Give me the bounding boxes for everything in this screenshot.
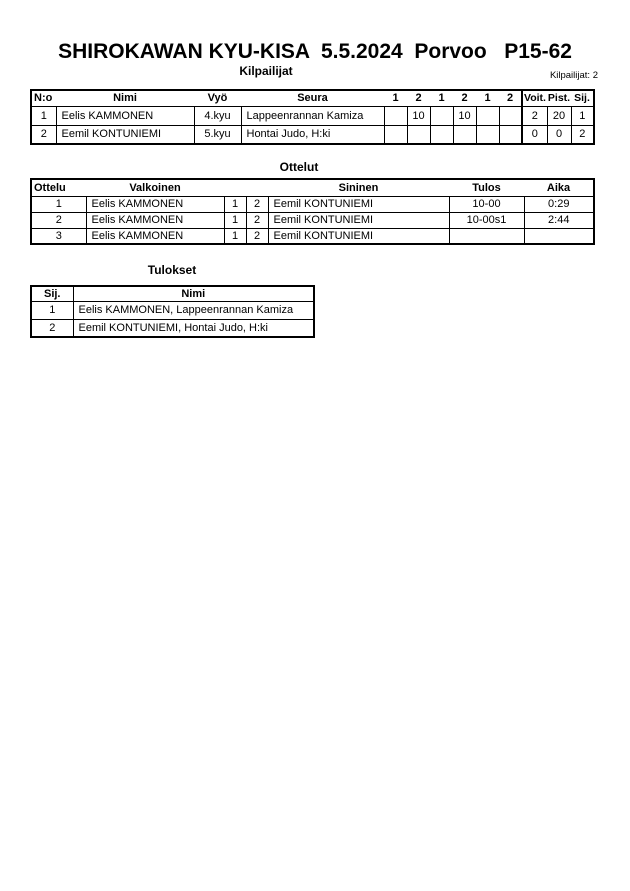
cell-pist: 0 (547, 125, 571, 144)
col-header-nimi: Nimi (56, 90, 194, 106)
col-header-score-3: 1 (430, 90, 453, 106)
cell-sij: 2 (31, 319, 73, 337)
col-header-white-num (224, 179, 246, 196)
cell-tulos: 10-00s1 (449, 212, 524, 228)
page-title: SHIROKAWAN KYU-KISA 5.5.2024 Porvoo P15-62 (58, 40, 572, 63)
cell-valkoinen: Eelis KAMMONEN (86, 196, 224, 212)
cell-score-2 (407, 125, 430, 144)
cell-sininen: Eemil KONTUNIEMI (268, 196, 449, 212)
cell-sininen: Eemil KONTUNIEMI (268, 228, 449, 244)
col-header-aika: Aika (524, 179, 594, 196)
cell-white-num: 1 (224, 212, 246, 228)
col-header-nimi: Nimi (73, 286, 314, 301)
cell-white-num: 1 (224, 228, 246, 244)
cell-match-no: 3 (31, 228, 86, 244)
cell-score-3 (430, 125, 453, 144)
kilpailijat-table (30, 89, 595, 145)
cell-seura: Lappeenrannan Kamiza (241, 106, 384, 125)
cell-white-num: 1 (224, 196, 246, 212)
cell-score-1 (384, 106, 407, 125)
tulokset-heading: Tulokset (147, 263, 197, 277)
col-header-sij: Sij. (571, 90, 594, 106)
col-header-blue-num (246, 179, 268, 196)
cell-sij: 1 (31, 301, 73, 319)
col-header-valkoinen: Valkoinen (86, 179, 224, 196)
cell-aika: 2:44 (524, 212, 594, 228)
col-header-vyo: Vyö (194, 90, 241, 106)
header-row (31, 286, 314, 301)
cell-aika: 0:29 (524, 196, 594, 212)
cell-vyo: 4.kyu (194, 106, 241, 125)
cell-sininen: Eemil KONTUNIEMI (268, 212, 449, 228)
cell-sij: 2 (571, 125, 594, 144)
col-header-score-6: 2 (499, 90, 522, 106)
cell-score-5 (476, 125, 499, 144)
col-header-score-4: 2 (453, 90, 476, 106)
col-header-sininen: Sininen (268, 179, 449, 196)
cell-valkoinen: Eelis KAMMONEN (86, 212, 224, 228)
ottelut-heading: Ottelut (279, 160, 319, 174)
cell-score-4 (453, 125, 476, 144)
col-header-tulos: Tulos (449, 179, 524, 196)
cell-valkoinen: Eelis KAMMONEN (86, 228, 224, 244)
table-row (31, 301, 314, 319)
col-header-no: N:o (31, 90, 56, 106)
col-header-score-1: 1 (384, 90, 407, 106)
table-row (31, 196, 594, 212)
cell-nimi: Eemil KONTUNIEMI (56, 125, 194, 144)
cell-tulos: 10-00 (449, 196, 524, 212)
col-header-score-5: 1 (476, 90, 499, 106)
cell-voit: 0 (522, 125, 547, 144)
cell-nimi: Eelis KAMMONEN, Lappeenrannan Kamiza (73, 301, 314, 319)
kilpailijat-heading: Kilpailijat (239, 64, 293, 78)
competitor-count: Kilpailijat: 2 (549, 70, 598, 81)
cell-score-5 (476, 106, 499, 125)
cell-vyo: 5.kyu (194, 125, 241, 144)
table-row (31, 106, 594, 125)
cell-voit: 2 (522, 106, 547, 125)
cell-nimi: Eelis KAMMONEN (56, 106, 194, 125)
cell-sij: 1 (571, 106, 594, 125)
ottelut-table (30, 178, 595, 245)
cell-nimi: Eemil KONTUNIEMI, Hontai Judo, H:ki (73, 319, 314, 337)
cell-no: 1 (31, 106, 56, 125)
col-header-ottelu: Ottelu (31, 179, 86, 196)
cell-score-1 (384, 125, 407, 144)
cell-no: 2 (31, 125, 56, 144)
cell-score-6 (499, 106, 522, 125)
table-row (31, 319, 314, 337)
cell-score-4: 10 (453, 106, 476, 125)
cell-pist: 20 (547, 106, 571, 125)
col-header-pist: Pist. (547, 90, 571, 106)
table-row (31, 125, 594, 144)
cell-aika (524, 228, 594, 244)
cell-tulos (449, 228, 524, 244)
col-header-score-2: 2 (407, 90, 430, 106)
header-row (31, 90, 594, 106)
cell-seura: Hontai Judo, H:ki (241, 125, 384, 144)
col-header-seura: Seura (241, 90, 384, 106)
cell-blue-num: 2 (246, 228, 268, 244)
cell-blue-num: 2 (246, 196, 268, 212)
table-row (31, 212, 594, 228)
tulokset-table (30, 285, 315, 338)
cell-score-3 (430, 106, 453, 125)
table-row (31, 228, 594, 244)
cell-score-2: 10 (407, 106, 430, 125)
col-header-sij: Sij. (31, 286, 73, 301)
col-header-voit: Voit. (522, 90, 547, 106)
header-row (31, 179, 594, 196)
cell-blue-num: 2 (246, 212, 268, 228)
cell-score-6 (499, 125, 522, 144)
cell-match-no: 1 (31, 196, 86, 212)
cell-match-no: 2 (31, 212, 86, 228)
